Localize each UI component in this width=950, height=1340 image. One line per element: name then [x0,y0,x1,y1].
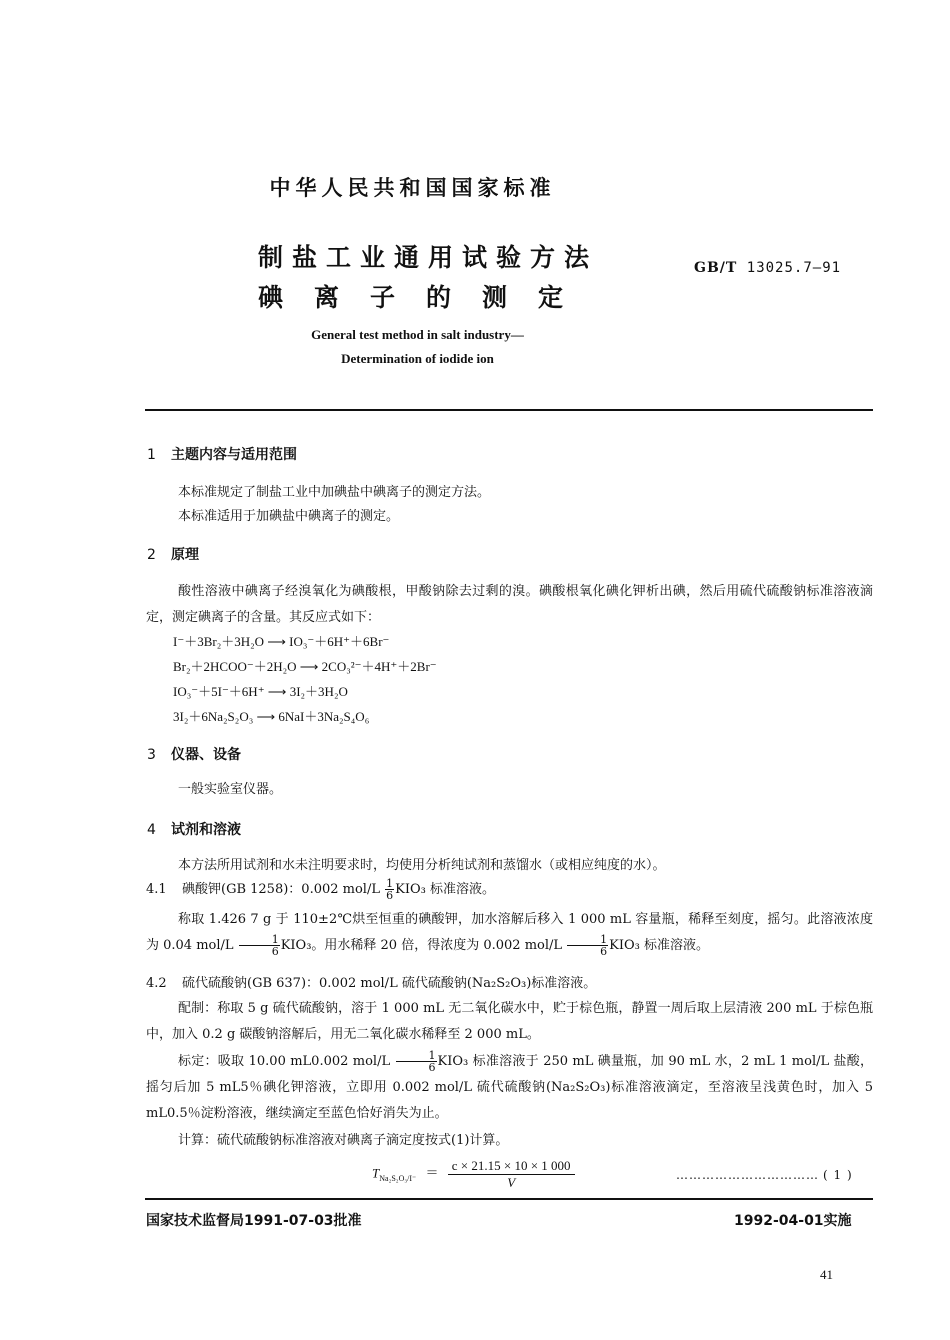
formula-label: ( 1 ) [823,1168,853,1182]
subsection-4-1-paragraph-c: KIO₃ 标准溶液。 [609,938,710,953]
reaction-equation-1: I⁻＋3Br₂＋3H₂O ⟶ IO₃⁻＋6H⁺＋6Br⁻ [173,634,390,649]
section-2-heading [147,544,199,564]
header-rule [145,409,873,411]
title-line-1: 制盐工业通用试验方法 [258,243,599,272]
section-2-number: 2 [147,547,156,563]
formula-denominator: V [507,1175,516,1190]
fraction-one-sixth: $\frac{1}{6}$ [567,934,608,957]
subsection-4-1-paragraph [146,907,873,959]
reaction-equation-3: IO₃⁻＋5I⁻＋6H⁺ ⟶ 3I₂＋3H₂O [173,684,348,699]
page-number: 41 [820,1267,833,1282]
section-1-paragraph-2: 本标准适用于加碘盐中碘离子的测定。 [178,509,400,524]
calibration-paragraph [146,1049,873,1127]
implementation-date: 1992-04-01实施 [734,1213,852,1229]
formula-lhs-subscript: Na₂S₂O₃/I⁻ [379,1174,417,1184]
footer-rule [145,1198,873,1200]
formula-equals: ＝ [425,1165,439,1181]
fraction-one-sixth: $\frac{1}{6}$ [239,934,280,957]
subsection-4-1-number: 4.1 [146,882,167,897]
formula-leader-dots: …………………………… [676,1168,819,1182]
standard-code-prefix: GB/T [694,260,738,276]
section-1-heading [147,444,297,464]
preparation-paragraph: 配制：称取 5 g 硫代硫酸钠，溶于 1 000 mL 无二氧化碳水中，贮于棕色瓶，静置一周后取上层清液 200 mL 于棕色瓶中，加入 0.2 g 碳酸钠溶解后，用无二氧化碳水稀释至 2 000 mL。 [146,1001,873,1042]
subsection-4-1 [146,878,495,901]
section-1-number: 1 [147,447,156,463]
subsection-4-1-text-a: 碘酸钾(GB 1258)：0.002 mol/L [182,882,380,897]
standard-type-heading: 中华人民共和国国家标准 [269,176,556,200]
reaction-equation-2: Br₂＋2HCOO⁻＋2H₂O ⟶ 2CO₃²⁻＋4H⁺＋2Br⁻ [173,659,437,674]
subsection-4-1-paragraph-b: KIO₃。用水稀释 20 倍，得浓度为 0.002 mol/L [280,938,563,953]
standard-code [694,260,841,276]
english-title-line-2: Determination of iodide ion [341,351,494,366]
fraction-one-sixth: $\frac{1}{6}$ [396,1050,437,1073]
section-3-number: 3 [147,747,156,763]
titer-formula [372,1158,575,1191]
section-3-heading [147,744,241,764]
subsection-4-1-paragraph-a: 称取 1.426 7 g 于 110±2℃烘至恒重的碘酸钾，加水溶解后移入 1 000 mL 容量瓶，稀释至刻度，摇匀。此溶液浓度为 0.04 mol/L [146,912,873,953]
section-3-title: 仪器、设备 [171,747,241,763]
subsection-4-2 [146,972,596,991]
section-4-number: 4 [147,822,156,838]
calculation-paragraph: 计算：硫代硫酸钠标准溶液对碘离子滴定度按式(1)计算。 [178,1133,509,1148]
section-1-title: 主题内容与适用范围 [171,447,297,463]
section-1-paragraph-1: 本标准规定了制盐工业中加碘盐中碘离子的测定方法。 [178,485,491,500]
reaction-equation-4: 3I₂＋6Na₂S₂O₃ ⟶ 6NaI＋3Na₂S₄O₆ [173,709,370,724]
formula-numerator: c × 21.15 × 10 × 1 000 [448,1158,575,1175]
english-title-line-1: General test method in salt industry— [311,327,524,342]
section-3-paragraph: 一般实验室仪器。 [178,782,283,797]
section-2-paragraph: 酸性溶液中碘离子经溴氧化为碘酸根，甲酸钠除去过剩的溴。碘酸根氧化碘化钾析出碘，然后用硫代硫酸钠标准溶液滴定，测定碘离子的含量。其反应式如下： [146,584,873,625]
section-4-heading [147,819,241,839]
section-4-title: 试剂和溶液 [171,822,241,838]
section-4-paragraph: 本方法所用试剂和水未注明要求时，均使用分析纯试剂和蒸馏水（或相应纯度的水）。 [178,858,666,873]
title-line-2: 碘离子的测定 [258,283,595,312]
calibration-paragraph-a: 标定：吸取 10.00 mL0.002 mol/L [178,1054,391,1069]
subsection-4-2-text: 硫代硫酸钠(GB 637)：0.002 mol/L 硫代硫酸钠(Na₂S₂O₃)标准溶液。 [182,976,597,991]
calibration-paragraph-b: KIO₃ 标准溶液于 250 mL 碘量瓶，加 90 mL 水，2 mL 1 mol/L 盐酸，摇匀后加 5 mL5％碘化钾溶液，立即用 0.002 mol/L 硫代硫酸钠(Na₂S₂O₃)标准溶液滴定，至溶液呈浅黄色时，加入 5 mL0.5％淀粉溶液，继续滴定至蓝色恰好消失为止。 [146,1054,873,1121]
approval-date: 国家技术监督局1991-07-03批准 [146,1213,362,1229]
formula-lhs: T [372,1165,380,1181]
subsection-4-2-number: 4.2 [146,976,167,991]
fraction-one-sixth: $\frac{1}{6}$ [386,877,394,902]
section-2-title: 原理 [171,547,199,563]
formula-fraction [448,1158,575,1191]
standard-code-number: 13025.7—91 [746,260,842,276]
subsection-4-1-text-b: KIO₃ 标准溶液。 [395,882,495,897]
formula-number [676,1168,853,1182]
